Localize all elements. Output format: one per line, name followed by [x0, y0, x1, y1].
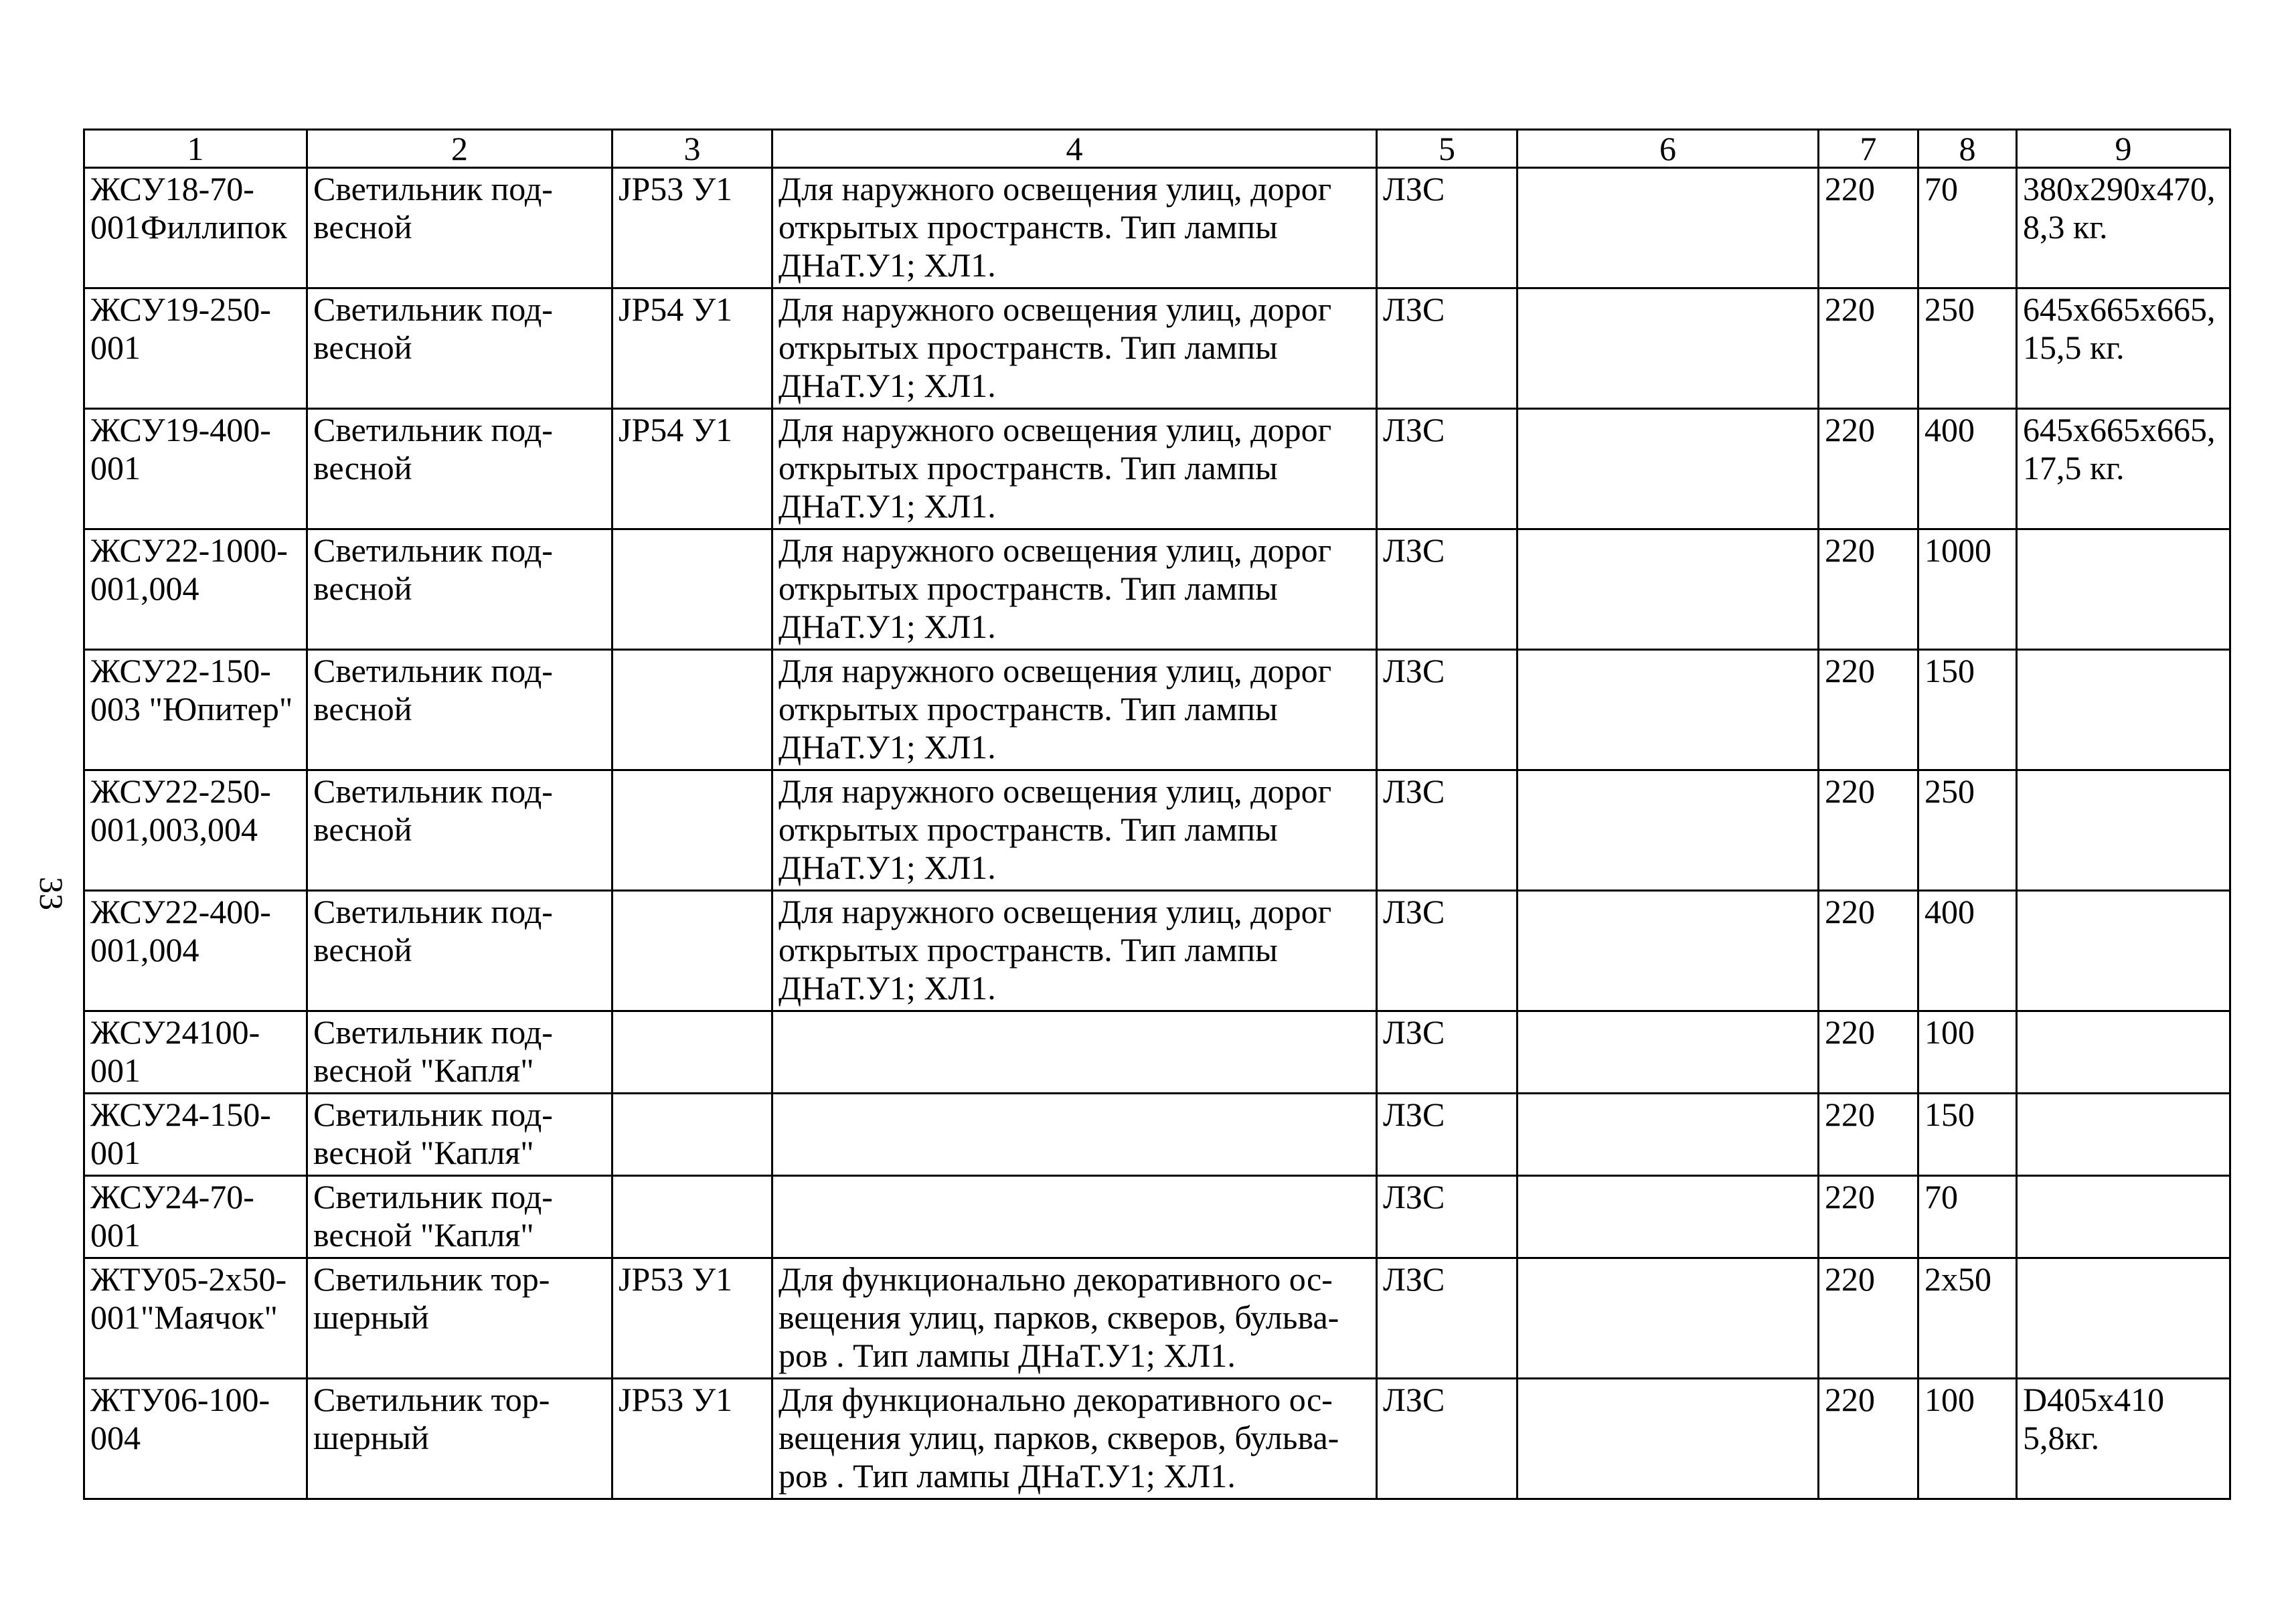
cell-dimensions: [2017, 650, 2230, 770]
cell-designation: ЖСУ18-70- 001Филлипок: [84, 168, 307, 288]
cell-dimensions: [2017, 529, 2230, 650]
cell-power: 100: [1918, 1011, 2017, 1094]
cell-col6: [1518, 770, 1819, 891]
cell-dimensions: [2017, 1176, 2230, 1258]
cell-protection: [612, 891, 772, 1011]
header-cell: 7: [1819, 130, 1918, 168]
table-row: [84, 770, 2230, 891]
cell-dimensions: 645x665x665, 15,5 кг.: [2017, 288, 2230, 409]
cell-designation: ЖСУ22-400- 001,004: [84, 891, 307, 1011]
cell-dimensions: [2017, 1094, 2230, 1176]
cell-power: 100: [1918, 1379, 2017, 1499]
cell-col6: [1518, 529, 1819, 650]
cell-manufacturer: ЛЗС: [1377, 1176, 1518, 1258]
table-row: [84, 891, 2230, 1011]
cell-protection: [612, 1176, 772, 1258]
cell-power: 250: [1918, 288, 2017, 409]
cell-name: Светильник под- весной "Капля": [307, 1011, 612, 1094]
cell-power: 400: [1918, 409, 2017, 529]
cell-description: Для наружного освещения улиц, дорог открытых пространств. Тип лампы ДНаТ.У1; ХЛ1.: [772, 770, 1377, 891]
cell-designation: ЖСУ24-150- 001: [84, 1094, 307, 1176]
table-row: [84, 1258, 2230, 1379]
table-row: [84, 288, 2230, 409]
table-row: [84, 168, 2230, 288]
header-row: [84, 130, 2230, 168]
table-row: [84, 1094, 2230, 1176]
cell-dimensions: [2017, 1258, 2230, 1379]
cell-protection: [612, 529, 772, 650]
cell-power: 70: [1918, 1176, 2017, 1258]
cell-voltage: 220: [1819, 1258, 1918, 1379]
cell-power: 250: [1918, 770, 2017, 891]
cell-description: Для наружного освещения улиц, дорог открытых пространств. Тип лампы ДНаТ.У1; ХЛ1.: [772, 650, 1377, 770]
cell-name: Светильник тор- шерный: [307, 1379, 612, 1499]
cell-name: Светильник под- весной: [307, 529, 612, 650]
cell-manufacturer: ЛЗС: [1377, 770, 1518, 891]
cell-protection: [612, 650, 772, 770]
cell-description: [772, 1094, 1377, 1176]
header-cell: 6: [1518, 130, 1819, 168]
cell-col6: [1518, 288, 1819, 409]
cell-voltage: 220: [1819, 891, 1918, 1011]
cell-name: Светильник под- весной: [307, 409, 612, 529]
cell-name: Светильник под- весной "Капля": [307, 1176, 612, 1258]
table-row: [84, 650, 2230, 770]
cell-protection: JP54 У1: [612, 409, 772, 529]
cell-dimensions: D405x410 5,8кг.: [2017, 1379, 2230, 1499]
cell-name: Светильник под- весной: [307, 650, 612, 770]
cell-voltage: 220: [1819, 409, 1918, 529]
cell-power: 1000: [1918, 529, 2017, 650]
header-cell: 3: [612, 130, 772, 168]
cell-description: Для наружного освещения улиц, дорог открытых пространств. Тип лампы ДНаТ.У1; ХЛ1.: [772, 168, 1377, 288]
cell-description: Для наружного освещения улиц, дорог открытых пространств. Тип лампы ДНаТ.У1; ХЛ1.: [772, 529, 1377, 650]
cell-manufacturer: ЛЗС: [1377, 288, 1518, 409]
cell-description: Для функционально декоративного ос- вещения улиц, парков, скверов, бульва- ров . Тип лампы ДНаТ.У1; ХЛ1.: [772, 1258, 1377, 1379]
cell-protection: JP53 У1: [612, 168, 772, 288]
cell-power: 2x50: [1918, 1258, 2017, 1379]
cell-name: Светильник тор- шерный: [307, 1258, 612, 1379]
header-cell: 1: [84, 130, 307, 168]
cell-dimensions: [2017, 1011, 2230, 1094]
cell-voltage: 220: [1819, 1176, 1918, 1258]
cell-designation: ЖСУ22-1000- 001,004: [84, 529, 307, 650]
cell-col6: [1518, 891, 1819, 1011]
cell-manufacturer: ЛЗС: [1377, 409, 1518, 529]
cell-protection: JP54 У1: [612, 288, 772, 409]
cell-description: Для наружного освещения улиц, дорог открытых пространств. Тип лампы ДНаТ.У1; ХЛ1.: [772, 288, 1377, 409]
table-row: [84, 1011, 2230, 1094]
cell-name: Светильник под- весной: [307, 891, 612, 1011]
cell-designation: ЖТУ06-100- 004: [84, 1379, 307, 1499]
cell-description: Для наружного освещения улиц, дорог открытых пространств. Тип лампы ДНаТ.У1; ХЛ1.: [772, 891, 1377, 1011]
cell-col6: [1518, 650, 1819, 770]
header-cell: 4: [772, 130, 1377, 168]
header-cell: 2: [307, 130, 612, 168]
cell-designation: ЖСУ24-70- 001: [84, 1176, 307, 1258]
cell-name: Светильник под- весной: [307, 168, 612, 288]
cell-dimensions: [2017, 891, 2230, 1011]
cell-name: Светильник под- весной: [307, 288, 612, 409]
cell-power: 150: [1918, 1094, 2017, 1176]
cell-name: Светильник под- весной: [307, 770, 612, 891]
cell-voltage: 220: [1819, 650, 1918, 770]
cell-designation: ЖСУ22-150- 003 "Юпитер": [84, 650, 307, 770]
cell-designation: ЖСУ22-250- 001,003,004: [84, 770, 307, 891]
table-row: [84, 409, 2230, 529]
cell-dimensions: 645x665x665, 17,5 кг.: [2017, 409, 2230, 529]
cell-col6: [1518, 1258, 1819, 1379]
cell-protection: [612, 1011, 772, 1094]
cell-col6: [1518, 1094, 1819, 1176]
table-body: [84, 168, 2230, 1499]
header-cell: 9: [2017, 130, 2230, 168]
cell-voltage: 220: [1819, 1094, 1918, 1176]
table-row: [84, 1379, 2230, 1499]
cell-dimensions: [2017, 770, 2230, 891]
cell-manufacturer: ЛЗС: [1377, 1258, 1518, 1379]
cell-manufacturer: ЛЗС: [1377, 168, 1518, 288]
table-row: [84, 1176, 2230, 1258]
cell-manufacturer: ЛЗС: [1377, 650, 1518, 770]
cell-power: 70: [1918, 168, 2017, 288]
cell-voltage: 220: [1819, 1379, 1918, 1499]
cell-manufacturer: ЛЗС: [1377, 891, 1518, 1011]
cell-designation: ЖТУ05-2x50- 001"Маячок": [84, 1258, 307, 1379]
cell-protection: JP53 У1: [612, 1379, 772, 1499]
cell-protection: [612, 1094, 772, 1176]
cell-designation: ЖСУ19-250- 001: [84, 288, 307, 409]
header-cell: 8: [1918, 130, 2017, 168]
cell-power: 150: [1918, 650, 2017, 770]
cell-voltage: 220: [1819, 1011, 1918, 1094]
cell-description: [772, 1011, 1377, 1094]
cell-manufacturer: ЛЗС: [1377, 529, 1518, 650]
cell-col6: [1518, 409, 1819, 529]
cell-description: Для наружного освещения улиц, дорог открытых пространств. Тип лампы ДНаТ.У1; ХЛ1.: [772, 409, 1377, 529]
cell-col6: [1518, 168, 1819, 288]
cell-manufacturer: ЛЗС: [1377, 1011, 1518, 1094]
cell-col6: [1518, 1176, 1819, 1258]
cell-description: Для функционально декоративного ос- вещения улиц, парков, скверов, бульва- ров . Тип лампы ДНаТ.У1; ХЛ1.: [772, 1379, 1377, 1499]
page-number: 33: [33, 877, 70, 910]
cell-manufacturer: ЛЗС: [1377, 1379, 1518, 1499]
cell-description: [772, 1176, 1377, 1258]
cell-protection: JP53 У1: [612, 1258, 772, 1379]
cell-name: Светильник под- весной "Капля": [307, 1094, 612, 1176]
cell-dimensions: 380x290x470, 8,3 кг.: [2017, 168, 2230, 288]
cell-voltage: 220: [1819, 529, 1918, 650]
cell-manufacturer: ЛЗС: [1377, 1094, 1518, 1176]
header-cell: 5: [1377, 130, 1518, 168]
cell-voltage: 220: [1819, 770, 1918, 891]
table-row: [84, 529, 2230, 650]
cell-designation: ЖСУ24100- 001: [84, 1011, 307, 1094]
cell-voltage: 220: [1819, 288, 1918, 409]
cell-power: 400: [1918, 891, 2017, 1011]
luminaire-spec-table: [83, 129, 2231, 1500]
cell-col6: [1518, 1011, 1819, 1094]
cell-voltage: 220: [1819, 168, 1918, 288]
cell-col6: [1518, 1379, 1819, 1499]
cell-designation: ЖСУ19-400- 001: [84, 409, 307, 529]
cell-protection: [612, 770, 772, 891]
